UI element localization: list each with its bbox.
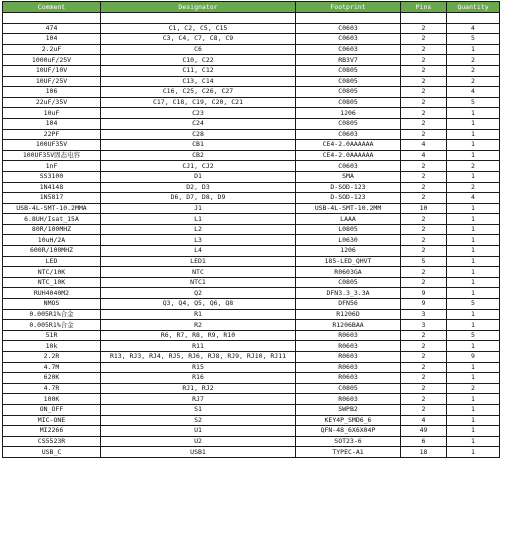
table-row	[3, 320, 500, 331]
cell-footprint[interactable]: D-SOD-123	[296, 182, 401, 193]
table-row	[3, 23, 500, 34]
cell-pins[interactable]: 2	[401, 277, 447, 288]
cell-footprint[interactable]: C0603	[296, 44, 401, 55]
cell-quantity[interactable]: 2	[447, 76, 500, 87]
cell-pins[interactable]: 2	[401, 118, 447, 129]
cell-designator[interactable]: C17, C18, C19, C20, C21	[101, 97, 296, 108]
cell-footprint[interactable]: C0805	[296, 383, 401, 394]
cell-comment[interactable]: CS5523R	[3, 436, 101, 447]
cell-designator[interactable]: R6, R7, R8, R9, R10	[101, 330, 296, 341]
cell-quantity[interactable]: 1	[447, 320, 500, 331]
cell-footprint[interactable]: C0805	[296, 277, 401, 288]
header-quantity[interactable]: Quantity	[447, 2, 500, 13]
cell-pins[interactable]: 4	[401, 140, 447, 151]
cell-comment[interactable]: MI2266	[3, 426, 101, 437]
cell-pins[interactable]: 2	[401, 341, 447, 352]
cell-pins[interactable]: 2	[401, 362, 447, 373]
table-row	[3, 97, 500, 108]
table-row	[3, 171, 500, 182]
cell-comment[interactable]: 51R	[3, 330, 101, 341]
cell-pins[interactable]: 9	[401, 288, 447, 299]
cell-footprint[interactable]: DFN56	[296, 299, 401, 310]
cell-pins[interactable]: 3	[401, 320, 447, 331]
table-row	[3, 193, 500, 204]
cell-pins[interactable]: 9	[401, 299, 447, 310]
cell-footprint[interactable]: 1206	[296, 108, 401, 119]
cell-footprint[interactable]: R0603	[296, 373, 401, 384]
table-row	[3, 118, 500, 129]
cell-footprint[interactable]: C0805	[296, 118, 401, 129]
cell-comment[interactable]: 10uF	[3, 108, 101, 119]
cell-designator[interactable]: NTC1	[101, 277, 296, 288]
table-row	[3, 150, 500, 161]
cell-pins[interactable]: 2	[401, 214, 447, 225]
cell-pins[interactable]: 2	[401, 161, 447, 172]
cell-comment[interactable]: 2.2uF	[3, 44, 101, 55]
table-row	[3, 129, 500, 140]
cell-comment[interactable]: 0.005R1%合金	[3, 320, 101, 331]
table-row	[3, 426, 500, 437]
table-row	[3, 299, 500, 310]
cell-designator[interactable]: CJ1, CJ2	[101, 161, 296, 172]
table-row	[3, 415, 500, 426]
bom-table	[2, 1, 500, 458]
cell-footprint[interactable]: CE4-2.0AAAAAA	[296, 150, 401, 161]
cell-quantity[interactable]: 1	[447, 150, 500, 161]
cell-pins[interactable]: 3	[401, 309, 447, 320]
cell-quantity[interactable]: 1	[447, 426, 500, 437]
header-designator[interactable]: Designator	[101, 2, 296, 13]
table-row	[3, 87, 500, 98]
table-row	[3, 140, 500, 151]
cell-footprint[interactable]: SOT23-6	[296, 436, 401, 447]
cell-designator[interactable]: R2	[101, 320, 296, 331]
cell-comment[interactable]: 4.7M	[3, 362, 101, 373]
cell-quantity[interactable]: 2	[447, 65, 500, 76]
cell-comment[interactable]	[3, 13, 101, 24]
cell-footprint[interactable]: USB-4L-SMT-10.2MM	[296, 203, 401, 214]
cell-quantity[interactable]: 5	[447, 299, 500, 310]
cell-pins[interactable]: 2	[401, 97, 447, 108]
cell-designator[interactable]: L2	[101, 224, 296, 235]
cell-quantity[interactable]: 1	[447, 436, 500, 447]
table-row	[3, 161, 500, 172]
table-row	[3, 65, 500, 76]
cell-footprint[interactable]: 1206	[296, 246, 401, 257]
cell-designator[interactable]: CB1	[101, 140, 296, 151]
cell-quantity[interactable]: 1	[447, 373, 500, 384]
cell-footprint[interactable]: R0603GA	[296, 267, 401, 278]
cell-quantity[interactable]: 1	[447, 288, 500, 299]
table-body	[3, 13, 500, 458]
cell-quantity[interactable]: 1	[447, 309, 500, 320]
cell-designator[interactable]: C6	[101, 44, 296, 55]
table-row	[3, 214, 500, 225]
table-row	[3, 404, 500, 415]
cell-footprint[interactable]: R0603	[296, 352, 401, 363]
cell-designator[interactable]: C23	[101, 108, 296, 119]
cell-designator[interactable]: U1	[101, 426, 296, 437]
cell-pins[interactable]: 2	[401, 23, 447, 34]
cell-footprint[interactable]: LAAA	[296, 214, 401, 225]
cell-footprint[interactable]: R0603	[296, 362, 401, 373]
cell-pins[interactable]: 6	[401, 436, 447, 447]
cell-comment[interactable]: USB-4L-SMT-10.2MMA	[3, 203, 101, 214]
cell-quantity[interactable]: 1	[447, 277, 500, 288]
cell-quantity[interactable]: 1	[447, 341, 500, 352]
table-row	[3, 55, 500, 66]
cell-comment[interactable]: 10UF/10V	[3, 65, 101, 76]
cell-pins[interactable]: 2	[401, 352, 447, 363]
header-footprint[interactable]: Footprint	[296, 2, 401, 13]
cell-pins[interactable]: 2	[401, 108, 447, 119]
cell-quantity[interactable]: 4	[447, 23, 500, 34]
cell-footprint[interactable]: CE4-2.0AAAAAA	[296, 140, 401, 151]
cell-designator[interactable]: C1, C2, C5, C15	[101, 23, 296, 34]
cell-footprint[interactable]: KEY4P_SMD6_6	[296, 415, 401, 426]
table-row	[3, 383, 500, 394]
cell-quantity[interactable]: 1	[447, 108, 500, 119]
table-row	[3, 330, 500, 341]
cell-comment[interactable]: 6.8UH/Isat_15A	[3, 214, 101, 225]
table-row	[3, 44, 500, 55]
cell-pins[interactable]: 4	[401, 415, 447, 426]
cell-quantity[interactable]: 5	[447, 97, 500, 108]
cell-pins[interactable]: 2	[401, 65, 447, 76]
cell-pins[interactable]: 2	[401, 235, 447, 246]
cell-quantity[interactable]: 1	[447, 415, 500, 426]
table-row	[3, 224, 500, 235]
cell-comment[interactable]: 80R/100MHZ	[3, 224, 101, 235]
cell-designator[interactable]: RJ1, RJ2	[101, 383, 296, 394]
cell-pins[interactable]: 2	[401, 267, 447, 278]
cell-designator[interactable]: S1	[101, 404, 296, 415]
cell-comment[interactable]: 10uH/2A	[3, 235, 101, 246]
cell-pins[interactable]: 2	[401, 193, 447, 204]
cell-comment[interactable]: 474	[3, 23, 101, 34]
cell-designator[interactable]: R15	[101, 362, 296, 373]
table-row	[3, 256, 500, 267]
cell-footprint[interactable]: R0603	[296, 341, 401, 352]
cell-designator[interactable]: RJ7	[101, 394, 296, 405]
cell-designator[interactable]: L4	[101, 246, 296, 257]
cell-footprint[interactable]: C0805	[296, 97, 401, 108]
cell-designator[interactable]: C16, C25, C26, C27	[101, 87, 296, 98]
cell-quantity[interactable]: 2	[447, 161, 500, 172]
cell-designator[interactable]: C24	[101, 118, 296, 129]
cell-designator[interactable]: C10, C22	[101, 55, 296, 66]
cell-quantity[interactable]: 1	[447, 171, 500, 182]
cell-designator[interactable]: CB2	[101, 150, 296, 161]
cell-comment[interactable]: USB_C	[3, 447, 101, 458]
cell-comment[interactable]: 10k	[3, 341, 101, 352]
table-row	[3, 235, 500, 246]
cell-pins[interactable]: 2	[401, 44, 447, 55]
cell-comment[interactable]: 10UF/25V	[3, 76, 101, 87]
cell-footprint[interactable]: R0603	[296, 394, 401, 405]
cell-quantity[interactable]: 2	[447, 182, 500, 193]
cell-footprint[interactable]: TYPEC-A1	[296, 447, 401, 458]
cell-designator[interactable]: NTC	[101, 267, 296, 278]
cell-pins[interactable]: 2	[401, 87, 447, 98]
cell-quantity[interactable]: 1	[447, 214, 500, 225]
cell-pins[interactable]: 2	[401, 55, 447, 66]
cell-comment[interactable]: LED	[3, 256, 101, 267]
cell-pins[interactable]: 2	[401, 394, 447, 405]
cell-designator[interactable]: R16	[101, 373, 296, 384]
cell-footprint[interactable]: C0603	[296, 34, 401, 45]
cell-quantity[interactable]: 2	[447, 383, 500, 394]
table-row	[3, 277, 500, 288]
cell-footprint[interactable]: C0805	[296, 87, 401, 98]
cell-designator[interactable]: R13, RJ3, RJ4, RJ5, RJ6, RJ8, RJ9, RJ10, RJ11	[101, 352, 296, 363]
cell-pins[interactable]: 2	[401, 76, 447, 87]
cell-comment[interactable]: 620K	[3, 373, 101, 384]
cell-pins[interactable]: 49	[401, 426, 447, 437]
cell-pins[interactable]: 2	[401, 246, 447, 257]
cell-designator[interactable]: R11	[101, 341, 296, 352]
header-row	[3, 2, 500, 13]
cell-designator[interactable]: D1	[101, 171, 296, 182]
cell-pins[interactable]: 4	[401, 150, 447, 161]
cell-comment[interactable]: 600R/100MHZ	[3, 246, 101, 257]
table-row	[3, 203, 500, 214]
table-row	[3, 182, 500, 193]
cell-quantity[interactable]: 1	[447, 404, 500, 415]
table-row	[3, 394, 500, 405]
cell-quantity[interactable]: 1	[447, 256, 500, 267]
cell-designator[interactable]: D2, D3	[101, 182, 296, 193]
cell-footprint[interactable]: C0603	[296, 23, 401, 34]
cell-footprint[interactable]: SMA	[296, 171, 401, 182]
cell-footprint[interactable]: SWPB2	[296, 404, 401, 415]
cell-pins[interactable]: 2	[401, 182, 447, 193]
cell-designator[interactable]: J1	[101, 203, 296, 214]
cell-pins[interactable]: 5	[401, 256, 447, 267]
cell-comment[interactable]: 100UF35V	[3, 140, 101, 151]
cell-comment[interactable]: 1nF	[3, 161, 101, 172]
cell-quantity[interactable]: 1	[447, 362, 500, 373]
cell-quantity[interactable]	[447, 13, 500, 24]
table-row	[3, 436, 500, 447]
cell-pins[interactable]: 2	[401, 373, 447, 384]
cell-quantity[interactable]: 1	[447, 118, 500, 129]
cell-designator[interactable]: U2	[101, 436, 296, 447]
cell-comment[interactable]: 22uF/35V	[3, 97, 101, 108]
cell-comment[interactable]: 106	[3, 87, 101, 98]
cell-designator[interactable]: C13, C14	[101, 76, 296, 87]
table-row	[3, 373, 500, 384]
cell-comment[interactable]: 1N4148	[3, 182, 101, 193]
cell-comment[interactable]: 1N5817	[3, 193, 101, 204]
cell-comment[interactable]: NMOS	[3, 299, 101, 310]
cell-quantity[interactable]: 4	[447, 193, 500, 204]
cell-comment[interactable]: 1000uF/25V	[3, 55, 101, 66]
cell-designator[interactable]: LED1	[101, 256, 296, 267]
cell-quantity[interactable]: 9	[447, 352, 500, 363]
cell-designator[interactable]: L3	[101, 235, 296, 246]
cell-footprint[interactable]: C0603	[296, 129, 401, 140]
cell-pins[interactable]: 2	[401, 224, 447, 235]
cell-footprint[interactable]: 185-LED_QHVT	[296, 256, 401, 267]
cell-pins[interactable]: 10	[401, 203, 447, 214]
cell-designator[interactable]: R1	[101, 309, 296, 320]
cell-pins[interactable]: 2	[401, 129, 447, 140]
cell-footprint[interactable]: C0805	[296, 65, 401, 76]
cell-comment[interactable]: 100UF35V固态电容	[3, 150, 101, 161]
table-row	[3, 267, 500, 278]
cell-quantity[interactable]: 1	[447, 246, 500, 257]
cell-footprint[interactable]: DFN3.3_3.3A	[296, 288, 401, 299]
cell-comment[interactable]: RUH4040M2	[3, 288, 101, 299]
cell-quantity[interactable]: 1	[447, 129, 500, 140]
cell-quantity[interactable]: 1	[447, 44, 500, 55]
cell-comment[interactable]: 104	[3, 118, 101, 129]
table-row	[3, 108, 500, 119]
cell-pins[interactable]: 2	[401, 171, 447, 182]
cell-quantity[interactable]: 1	[447, 394, 500, 405]
cell-quantity[interactable]: 4	[447, 87, 500, 98]
cell-designator[interactable]: C11, C12	[101, 65, 296, 76]
cell-designator[interactable]: S2	[101, 415, 296, 426]
cell-pins[interactable]	[401, 13, 447, 24]
cell-quantity[interactable]: 1	[447, 267, 500, 278]
cell-footprint[interactable]: C0603	[296, 161, 401, 172]
cell-footprint[interactable]: R1206D	[296, 309, 401, 320]
cell-footprint[interactable]: R0603	[296, 330, 401, 341]
cell-comment[interactable]: ON_OFF	[3, 404, 101, 415]
cell-quantity[interactable]: 1	[447, 235, 500, 246]
cell-comment[interactable]: 22PF	[3, 129, 101, 140]
cell-quantity[interactable]: 5	[447, 330, 500, 341]
cell-comment[interactable]: NTC_10K	[3, 277, 101, 288]
cell-footprint[interactable]: L0630	[296, 235, 401, 246]
cell-quantity[interactable]: 1	[447, 447, 500, 458]
cell-pins[interactable]: 2	[401, 404, 447, 415]
cell-quantity[interactable]: 1	[447, 140, 500, 151]
cell-designator[interactable]: Q2	[101, 288, 296, 299]
table-row	[3, 288, 500, 299]
cell-pins[interactable]: 2	[401, 383, 447, 394]
cell-comment[interactable]: 0.005R1%合金	[3, 309, 101, 320]
cell-footprint[interactable]: QFN-48_6X6X04P	[296, 426, 401, 437]
cell-comment[interactable]: 2.2R	[3, 352, 101, 363]
table-row	[3, 76, 500, 87]
cell-quantity[interactable]: 5	[447, 34, 500, 45]
header-pins[interactable]: Pins	[401, 2, 447, 13]
cell-designator[interactable]: C28	[101, 129, 296, 140]
table-row	[3, 13, 500, 24]
table-row	[3, 309, 500, 320]
cell-footprint[interactable]	[296, 13, 401, 24]
table-row	[3, 447, 500, 458]
cell-designator[interactable]	[101, 13, 296, 24]
cell-pins[interactable]: 2	[401, 34, 447, 45]
table-row	[3, 34, 500, 45]
table-row	[3, 362, 500, 373]
cell-designator[interactable]: L1	[101, 214, 296, 225]
header-comment[interactable]: Comment	[3, 2, 101, 13]
cell-footprint[interactable]: C0805	[296, 76, 401, 87]
cell-footprint[interactable]: R1206BAA	[296, 320, 401, 331]
cell-footprint[interactable]: D-SOD-123	[296, 193, 401, 204]
cell-comment[interactable]: SS3100	[3, 171, 101, 182]
cell-quantity[interactable]: 1	[447, 224, 500, 235]
cell-designator[interactable]: Q3, Q4, Q5, Q6, Q8	[101, 299, 296, 310]
table-row	[3, 341, 500, 352]
table-row	[3, 352, 500, 363]
cell-footprint[interactable]: L0805	[296, 224, 401, 235]
cell-quantity[interactable]: 1	[447, 203, 500, 214]
cell-pins[interactable]: 2	[401, 330, 447, 341]
cell-comment[interactable]: 100K	[3, 394, 101, 405]
cell-comment[interactable]: NTC/10K	[3, 267, 101, 278]
cell-designator[interactable]: D6, D7, D8, D9	[101, 193, 296, 204]
cell-quantity[interactable]: 2	[447, 55, 500, 66]
cell-comment[interactable]: MIC-ONE	[3, 415, 101, 426]
cell-comment[interactable]: 4.7R	[3, 383, 101, 394]
cell-designator[interactable]: C3, C4, C7, C8, C9	[101, 34, 296, 45]
cell-comment[interactable]: 104	[3, 34, 101, 45]
cell-footprint[interactable]: RB3V7	[296, 55, 401, 66]
cell-designator[interactable]: USB1	[101, 447, 296, 458]
cell-pins[interactable]: 18	[401, 447, 447, 458]
table-row	[3, 246, 500, 257]
